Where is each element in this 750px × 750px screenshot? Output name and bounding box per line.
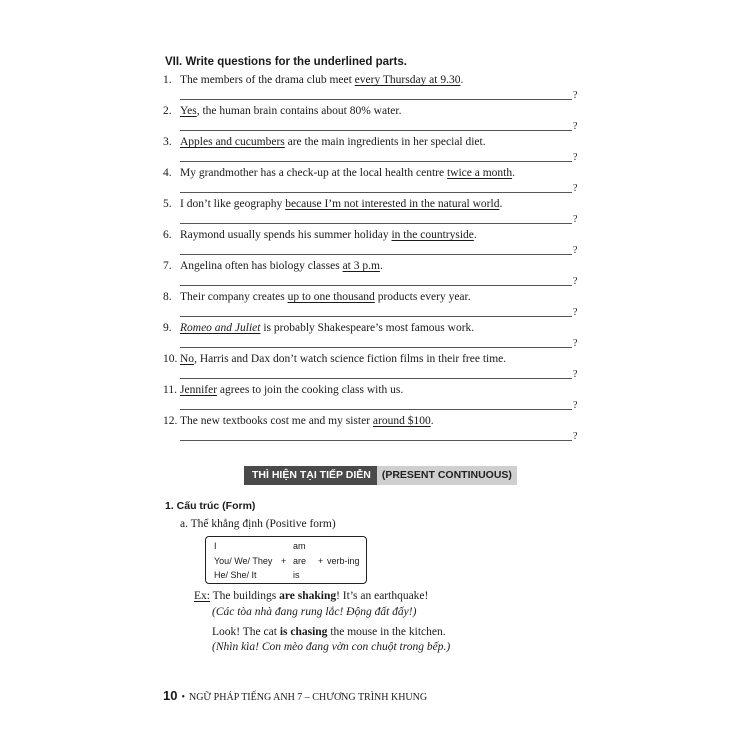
answer-line[interactable]: [180, 192, 572, 193]
verb-is: is: [293, 570, 300, 580]
underlined-part: because I’m not interested in the natural world: [285, 198, 500, 210]
underlined-part: in the countryside: [391, 229, 474, 241]
question-item: [163, 291, 471, 303]
example-text: ! It’s an earthquake!: [336, 590, 429, 602]
question-mark: ?: [573, 183, 578, 194]
verb-am: am: [293, 541, 306, 551]
form-table: [205, 536, 367, 584]
answer-line[interactable]: [180, 440, 572, 441]
question-number: 10.: [163, 353, 178, 365]
underlined-part: up to one thousand: [287, 291, 375, 303]
answer-line[interactable]: [180, 316, 572, 317]
exercise-heading: VII. Write questions for the underlined parts.: [165, 56, 407, 68]
question-item: [163, 198, 502, 210]
banner-english: (PRESENT CONTINUOUS): [377, 466, 517, 485]
subject-you-we-they: You/ We/ They: [214, 556, 273, 566]
question-text: products every year.: [374, 291, 471, 303]
question-mark: ?: [573, 121, 578, 132]
plus-sign: +: [318, 556, 324, 566]
question-item: [163, 415, 434, 427]
footer-bullet: •: [181, 692, 185, 703]
question-mark: ?: [573, 431, 578, 442]
answer-line[interactable]: [180, 223, 572, 224]
question-text: .: [512, 167, 515, 179]
question-text: The new textbooks cost me and my sister: [180, 415, 373, 427]
question-mark: ?: [573, 338, 578, 349]
underlined-part: Yes: [180, 105, 197, 117]
answer-line[interactable]: [180, 347, 572, 348]
answer-line[interactable]: [180, 285, 572, 286]
question-text: Raymond usually spends his summer holiday: [180, 229, 392, 241]
question-mark: ?: [573, 152, 578, 163]
question-number: 7.: [163, 260, 172, 272]
question-text: , the human brain contains about 80% water.: [196, 105, 402, 117]
question-text: .: [499, 198, 503, 210]
subject-he-she-it: He/ She/ It: [214, 570, 257, 580]
section-title: 1. Cấu trúc (Form): [165, 500, 256, 512]
question-text: agrees to join the cooking class with us.: [217, 384, 404, 396]
example-label: Ex:: [194, 590, 210, 602]
question-text: .: [430, 415, 434, 427]
example-verb: are shaking: [279, 590, 337, 602]
question-text: .: [473, 229, 477, 241]
question-text: are the main ingredients in her special diet.: [284, 136, 486, 148]
question-number: 11.: [163, 384, 177, 396]
question-text: , Harris and Dax don’t watch science fiction films in their free time.: [194, 353, 507, 365]
page-number: 10: [163, 688, 178, 703]
question-number: 8.: [163, 291, 172, 303]
question-mark: ?: [573, 369, 578, 380]
question-number: 1.: [163, 74, 172, 86]
underlined-part: Romeo and Juliet: [180, 322, 261, 334]
answer-line[interactable]: [180, 99, 572, 100]
underlined-part: at 3 p.m: [342, 260, 380, 272]
question-mark: ?: [573, 307, 578, 318]
example-translation-2: (Nhìn kìa! Con mèo đang vờn con chuột trong bếp.): [212, 641, 451, 653]
example-translation-1: (Các tòa nhà đang rung lắc! Động đất đấy!): [212, 606, 417, 618]
verb-ing: verb-ing: [327, 556, 360, 566]
question-number: 6.: [163, 229, 172, 241]
underlined-part: Apples and cucumbers: [180, 136, 285, 148]
question-number: 12.: [163, 415, 178, 427]
question-text: .: [379, 260, 383, 272]
example-text: The buildings: [212, 590, 280, 602]
underlined-part: twice a month: [446, 167, 513, 179]
question-mark: ?: [573, 90, 578, 101]
question-item: [163, 322, 474, 334]
question-text: is probably Shakespeare’s most famous work.: [260, 322, 475, 334]
question-number: 4.: [163, 167, 172, 179]
plus-sign: +: [281, 556, 287, 566]
question-item: [163, 260, 383, 272]
example-verb: is chasing: [279, 626, 328, 638]
book-title: NGỮ PHÁP TIẾNG ANH 7 – CHƯƠNG TRÌNH KHUNG: [188, 692, 428, 703]
example-text: Look! The cat: [212, 626, 280, 638]
question-mark: ?: [573, 276, 578, 287]
subsection-title: a. Thể khẳng định (Positive form): [180, 518, 336, 530]
question-item: [163, 384, 403, 396]
answer-line[interactable]: [180, 378, 572, 379]
subject-i: I: [214, 541, 217, 551]
question-item: [163, 167, 515, 179]
example-sentence-2: [212, 626, 446, 638]
example-sentence-1: [194, 590, 428, 602]
question-number: 3.: [163, 136, 172, 148]
underlined-part: every Thursday at 9.30: [354, 74, 461, 86]
answer-line[interactable]: [180, 254, 572, 255]
question-number: 9.: [163, 322, 172, 334]
answer-line[interactable]: [180, 130, 572, 131]
question-item: [163, 74, 463, 86]
question-mark: ?: [573, 214, 578, 225]
question-text: My grandmother has a check-up at the local health centre: [180, 167, 447, 179]
question-number: 2.: [163, 105, 172, 117]
answer-line[interactable]: [180, 409, 572, 410]
underlined-part: around $100: [372, 415, 431, 427]
question-number: 5.: [163, 198, 172, 210]
question-mark: ?: [573, 400, 578, 411]
page-footer: [163, 688, 427, 703]
underlined-part: No: [180, 353, 195, 365]
question-item: [163, 136, 486, 148]
verb-are: are: [293, 556, 307, 566]
question-text: Angelina often has biology classes: [180, 260, 343, 272]
question-item: [163, 229, 477, 241]
section-banner: [244, 466, 517, 485]
example-text: the mouse in the kitchen.: [327, 626, 446, 638]
question-text: Their company creates: [180, 291, 288, 303]
question-mark: ?: [573, 245, 578, 256]
question-text: The members of the drama club meet: [180, 74, 355, 86]
underlined-part: Jennifer: [180, 384, 218, 396]
banner-vietnamese: THÌ HIỆN TẠI TIẾP DIỄN: [244, 466, 377, 485]
question-item: [163, 105, 401, 117]
question-text: I don’t like geography: [180, 198, 286, 210]
answer-line[interactable]: [180, 161, 572, 162]
question-item: [163, 353, 506, 365]
question-text: .: [460, 74, 464, 86]
